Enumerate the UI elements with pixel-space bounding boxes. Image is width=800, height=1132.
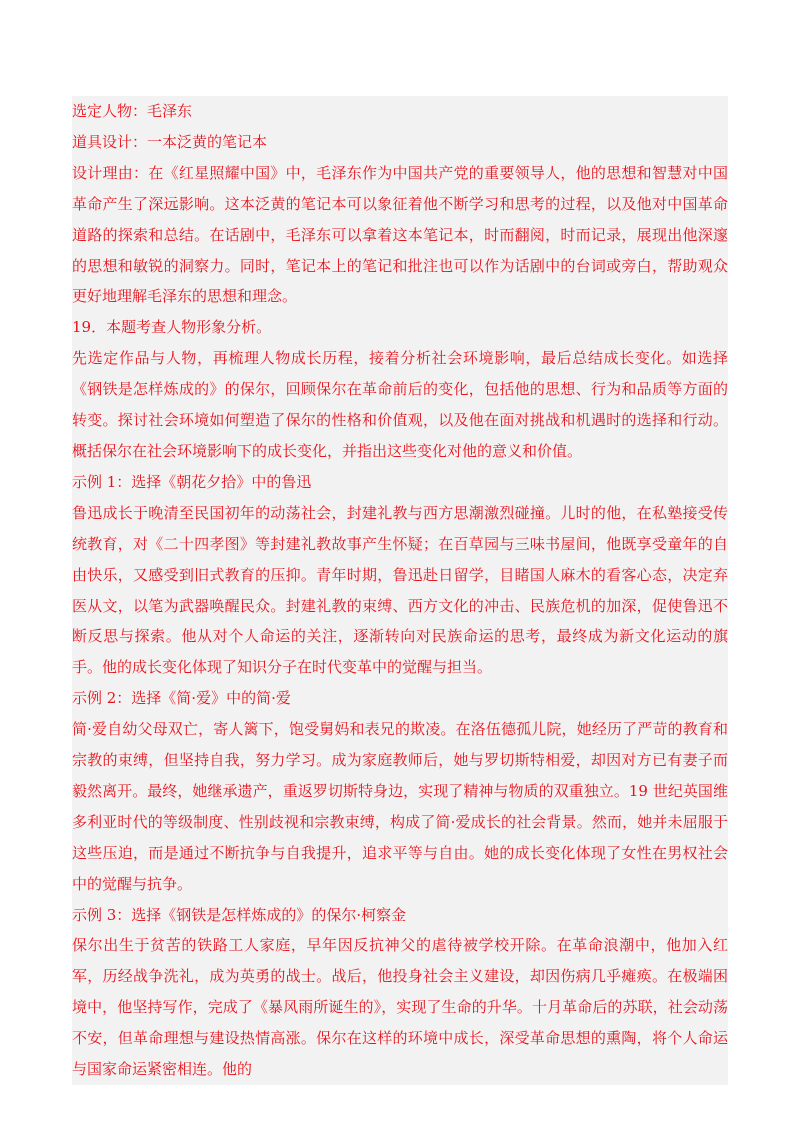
design-reason-paragraph: 设计理由：在《红星照耀中国》中，毛泽东作为中国共产党的重要领导人，他的思想和智慧对中国革命产生了深远影响。这本泛黄的笔记本可以象征着他不断学习和思考的过程，以及他对中国革命道路的探索和总结。在话剧中，毛泽东可以拿着这本笔记本，时而翻阅，时而记录，展现出他深邃的思想和敏锐的洞察力。同时，笔记本上的笔记和批注也可以作为话剧中的台词或旁白，帮助观众更好地理解毛泽东的思想和理念。: [72, 163, 728, 306]
example-1-heading: 示例 1：选择《朝花夕拾》中的鲁迅: [72, 472, 312, 491]
example-3-heading: 示例 3：选择《钢铁是怎样炼成的》的保尔·柯察金: [72, 905, 407, 924]
example-1-paragraph: 鲁迅成长于晚清至民国初年的动荡社会，封建礼教与西方思潮激烈碰撞。儿时的他，在私塾接受传统教育，对《二十四孝图》等封建礼教故事产生怀疑；在百草园与三味书屋间，他既享受童年的自由快乐，又感受到旧式教育的压抑。青年时期，鲁迅赴日留学，目睹国人麻木的看客心态，决定弃医从文，以笔为武器唤醒民众。封建礼教的束缚、西方文化的冲击、民族危机的加深，促使鲁迅不断反思与探索。他从对个人命运的关注，逐渐转向对民族命运的思考，最终成为新文化运动的旗手。他的成长变化体现了知识分子在时代变革中的觉醒与担当。: [72, 503, 728, 677]
example-2-heading: 示例 2：选择《简·爱》中的简·爱: [72, 689, 291, 708]
document-body: [72, 96, 728, 1085]
prop-design-line: 道具设计：一本泛黄的笔记本: [72, 132, 268, 151]
selected-character-line: 选定人物：毛泽东: [72, 102, 193, 120]
example-3-paragraph: 保尔出生于贫苦的铁路工人家庭，早年因反抗神父的虐待被学校开除。在革命浪潮中，他加入红军，历经战争洗礼，成为英勇的战士。战后，他投身社会主义建设，却因伤病几乎瘫痪。在极端困境中，他坚持写作，完成了《暴风雨所诞生的》，实现了生命的升华。十月革命后的苏联，社会动荡不安，但革命理想与建设热情高涨。保尔在这样的环境中成长，深受革命思想的熏陶，将个人命运与国家命运紧密相连。他的: [72, 936, 728, 1079]
example-2-paragraph: 简·爱自幼父母双亡，寄人篱下，饱受舅妈和表兄的欺凌。在洛伍德孤儿院，她经历了严苛的教育和宗教的束缚，但坚持自我，努力学习。成为家庭教师后，她与罗切斯特相爱，却因对方已有妻子而毅然离开。最终，她继承遗产，重返罗切斯特身边，实现了精神与物质的双重独立。19 世纪英国维多利亚时代的等级制度、性别歧视和宗教束缚，构成了简·爱成长的社会背景。然而，她并未屈服于这些压迫，而是通过不断抗争与自我提升，追求平等与自由。她的成长变化体现了女性在男权社会中的觉醒与抗争。: [72, 720, 728, 893]
question-19-heading: 19．本题考查人物形象分析。: [72, 318, 272, 337]
method-paragraph: 先选定作品与人物，再梳理人物成长历程，接着分析社会环境影响，最后总结成长变化。如选择《钢铁是怎样炼成的》的保尔，回顾保尔在革命前后的变化，包括他的思想、行为和品质等方面的转变。探讨社会环境如何塑造了保尔的性格和价值观，以及他在面对挑战和机遇时的选择和行动。概括保尔在社会环境影响下的成长变化，并指出这些变化对他的意义和价值。: [72, 349, 728, 460]
